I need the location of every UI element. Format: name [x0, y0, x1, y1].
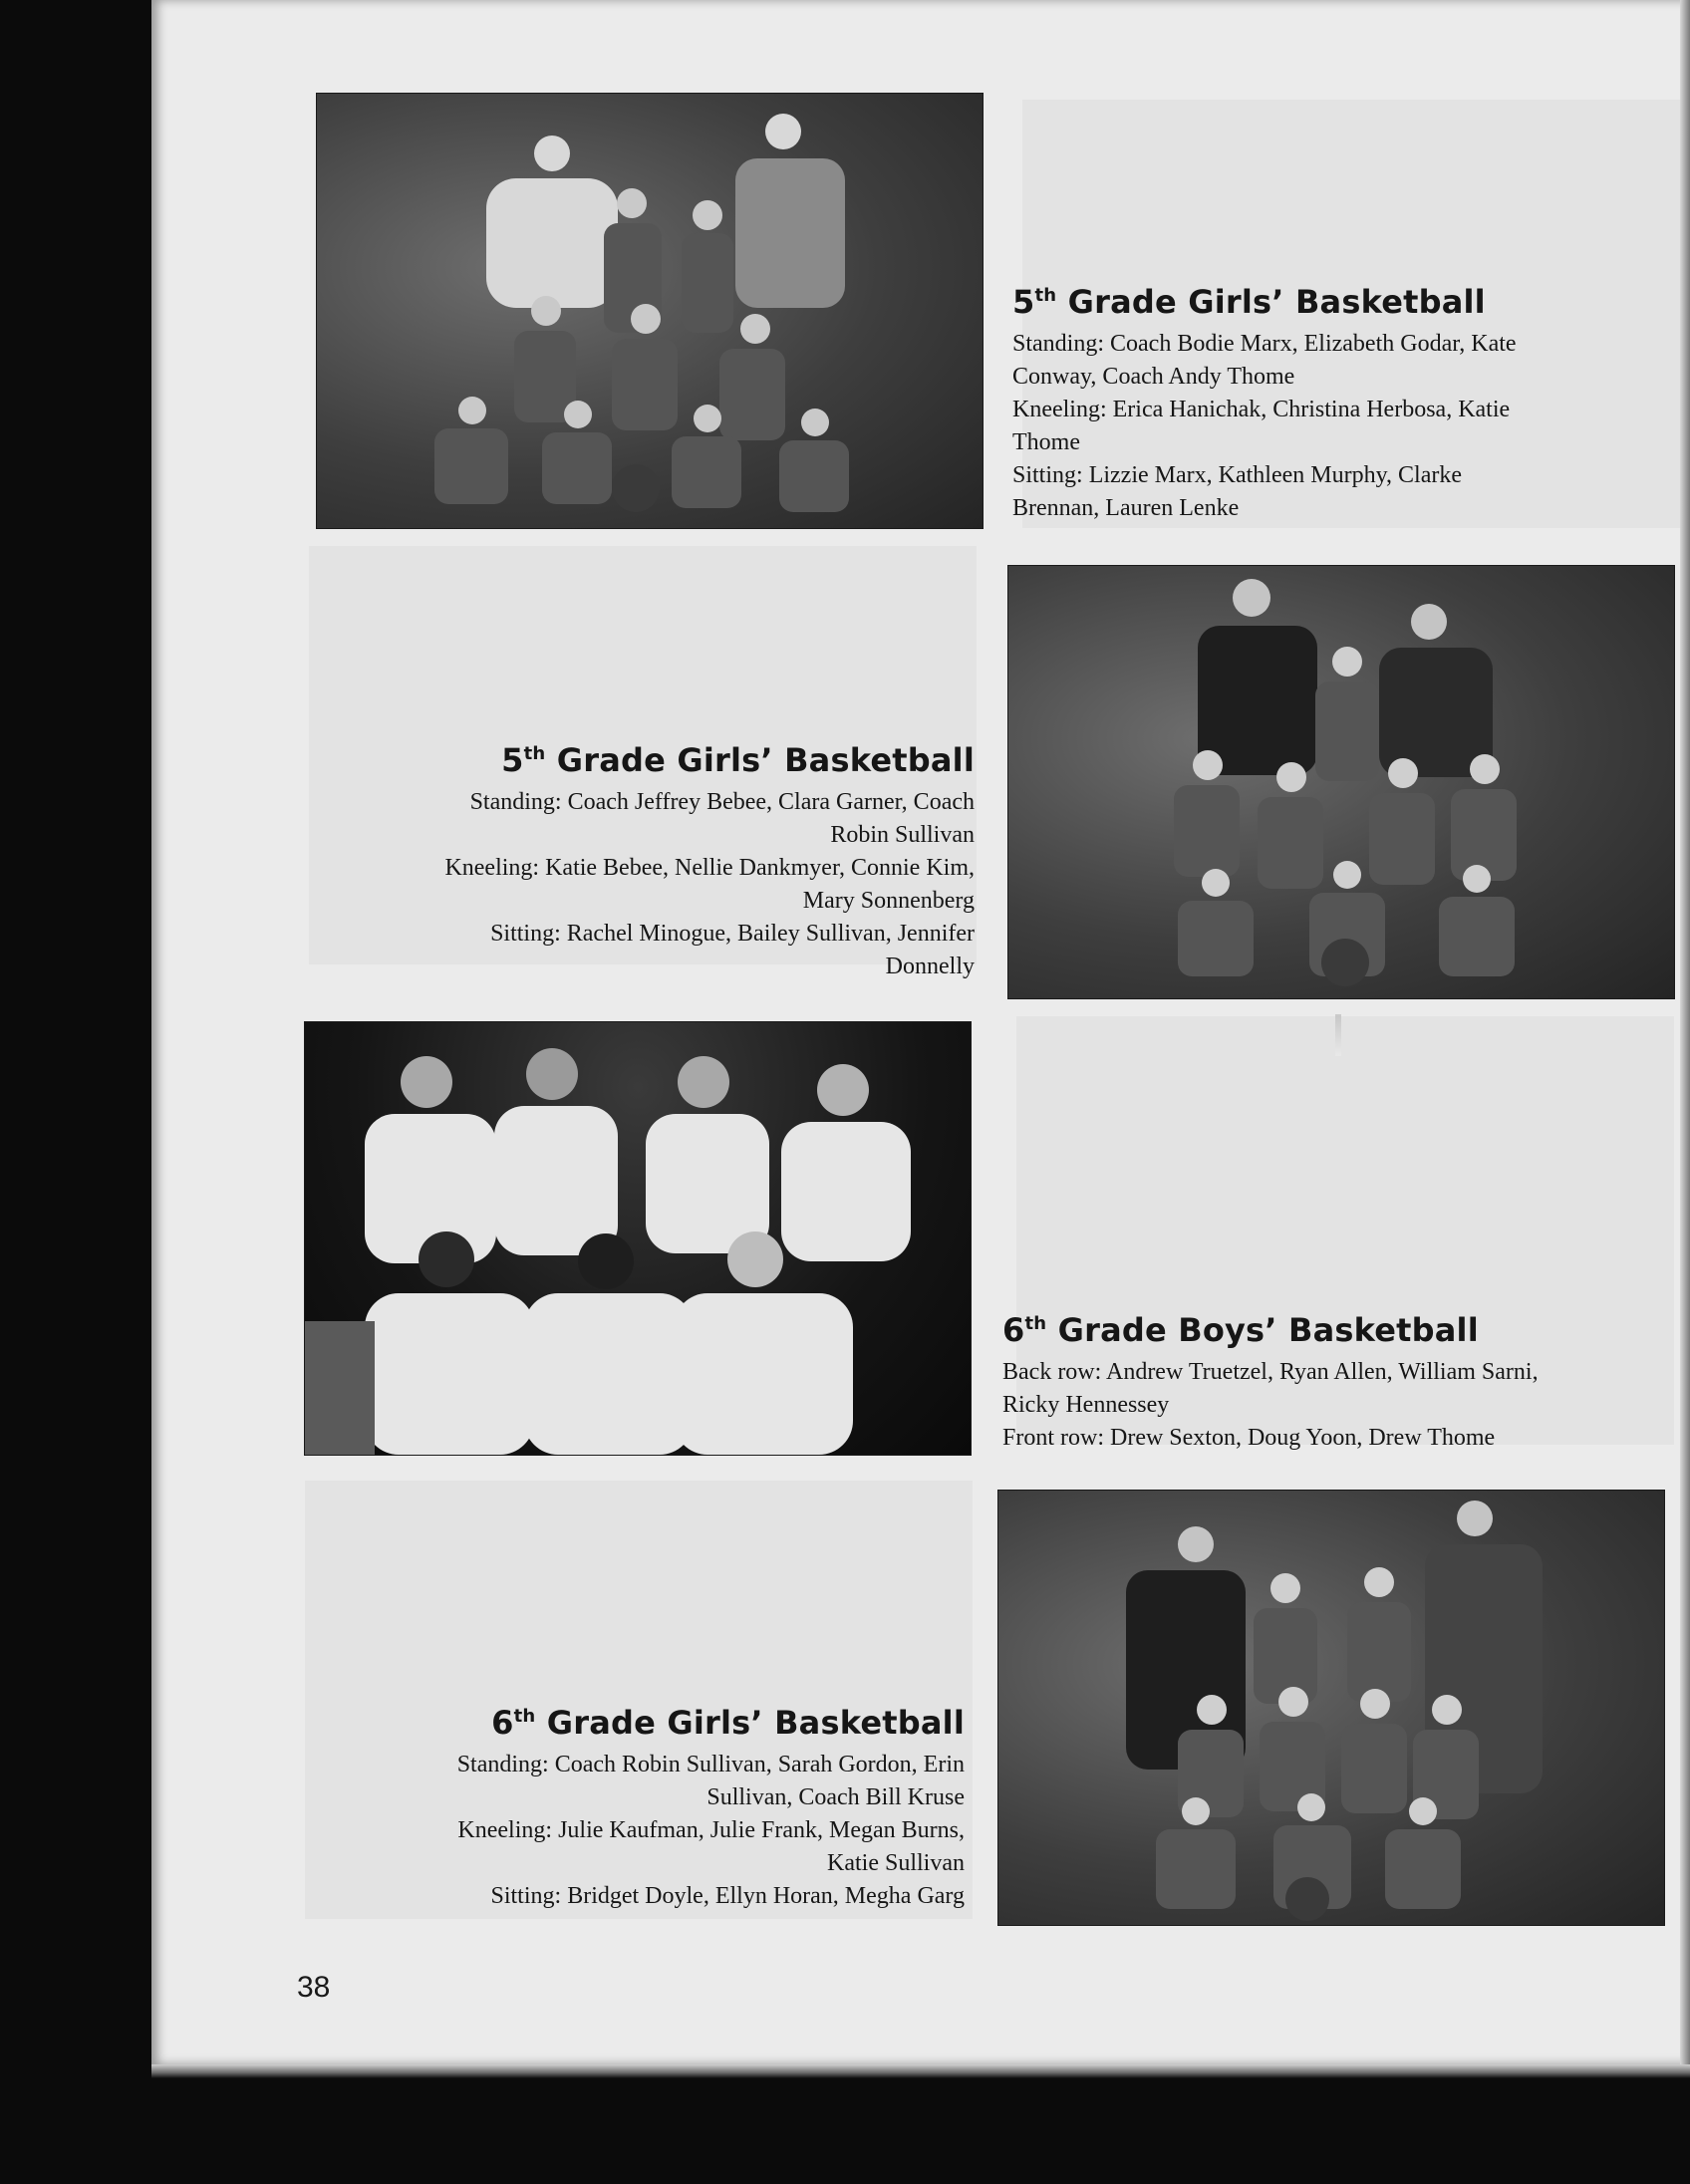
smudge-mark: [1335, 1014, 1341, 1056]
caption-6th-girls: [329, 1706, 965, 1913]
caption-line: Standing: Coach Robin Sullivan, Sarah Gordon, Erin: [456, 1752, 965, 1778]
caption-line: Front row: Drew Sexton, Doug Yoon, Drew Thome: [1002, 1425, 1496, 1452]
team-photo-6th-boys: [305, 1022, 971, 1455]
caption-title: 5th Grade Girls’ Basketball: [1012, 283, 1486, 321]
caption-6th-boys: [1002, 1313, 1660, 1455]
caption-line: Standing: Coach Bodie Marx, Elizabeth Godar, Kate: [1012, 331, 1517, 358]
caption-line: Ricky Hennessey: [1002, 1392, 1170, 1419]
caption-line: Kneeling: Erica Hanichak, Christina Herbosa, Katie: [1012, 397, 1511, 423]
caption-line: Conway, Coach Andy Thome: [1012, 364, 1295, 391]
caption-line: Standing: Coach Jeffrey Bebee, Clara Garner, Coach: [469, 789, 975, 816]
caption-line: Robin Sullivan: [830, 822, 975, 849]
caption-line: Thome: [1012, 429, 1080, 456]
caption-5th-girls-bebee: [339, 743, 975, 983]
team-photo-5th-girls-marx: [317, 94, 983, 528]
caption-line: Donnelly: [885, 954, 975, 980]
team-photo-5th-girls-bebee: [1008, 566, 1674, 998]
caption-title: 5th Grade Girls’ Basketball: [501, 741, 975, 779]
page-right-edge: [1680, 0, 1690, 2072]
caption-line: Brennan, Lauren Lenke: [1012, 495, 1240, 522]
caption-title: 6th Grade Girls’ Basketball: [491, 1704, 965, 1742]
team-photo-6th-girls: [998, 1491, 1664, 1925]
caption-line: Back row: Andrew Truetzel, Ryan Allen, William Sarni,: [1002, 1359, 1539, 1386]
caption-line: Kneeling: Katie Bebee, Nellie Dankmyer, Connie Kim,: [444, 855, 975, 882]
caption-line: Sullivan, Coach Bill Kruse: [706, 1784, 965, 1811]
caption-title: 6th Grade Boys’ Basketball: [1002, 1311, 1479, 1349]
caption-line: Sitting: Lizzie Marx, Kathleen Murphy, Clarke: [1012, 462, 1462, 489]
caption-line: Sitting: Bridget Doyle, Ellyn Horan, Megha Garg: [490, 1883, 965, 1910]
page-bottom-edge: [151, 2064, 1690, 2078]
caption-line: Sitting: Rachel Minogue, Bailey Sullivan, Jennifer: [490, 921, 975, 948]
caption-5th-girls-marx: [1012, 285, 1650, 525]
page-number: 38: [297, 1971, 331, 2004]
caption-line: Katie Sullivan: [827, 1850, 965, 1877]
caption-line: Mary Sonnenberg: [802, 888, 975, 915]
caption-line: Kneeling: Julie Kaufman, Julie Frank, Megan Burns,: [457, 1817, 965, 1844]
